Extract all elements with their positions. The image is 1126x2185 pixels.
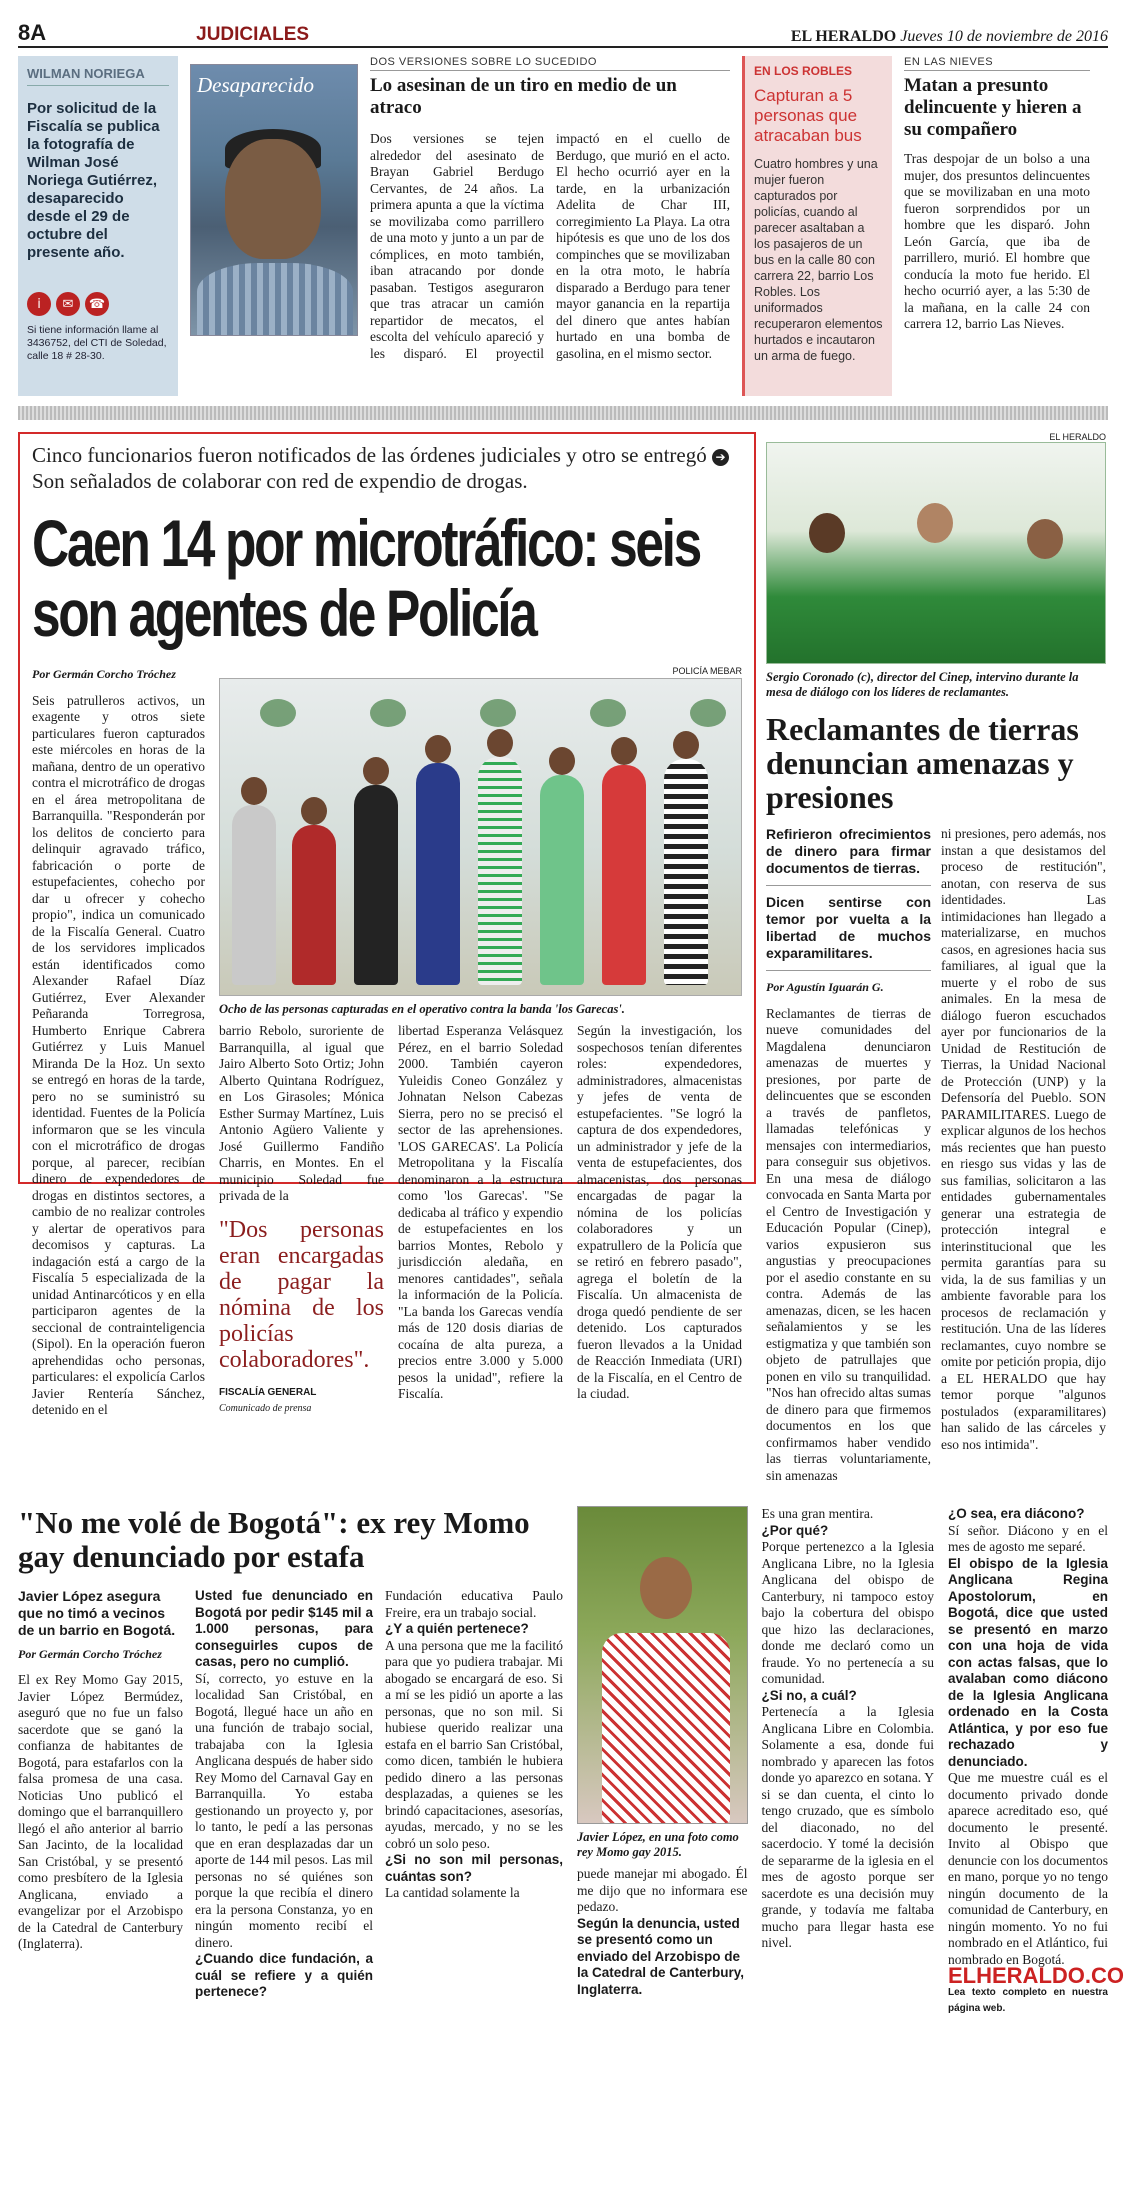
tierras-photo-credit: EL HERALDO xyxy=(1049,432,1106,442)
photo-caption: Ocho de las personas capturadas en el operativo contra la banda 'los Garecas'. xyxy=(219,1002,625,1016)
section-title: JUDICIALES xyxy=(196,24,310,45)
versions-body: Dos versiones se tejen alrededor del asesinato de Brayan Gabriel Berdugo Cervantes, de 24 años. La primera apunta a que la víctima se movilizaba como parrillero de una moto y junto a un par de cómplices, en moto también, iban atracando por donde pasaban. Testigos aseguraron que tras atracar un camión repartidor de mecatos, el escolta del vehículo apareció y les disparó. El proyectil impactó en el cuello de Berdugo, que murió en el acto. El hecho ocurrió ayer en la tarde, en la urbanización Adelita de Char III, corregimiento La Playa. La otra hipótesis es que uno de los dos compinches que se movilizaban en la otra moto, le habría disparado a Berdugo para tener mayor ganancia en la repartija del dinero que antes habían hurtado en una bomba de gasolina, en el mismo sector. xyxy=(370,131,730,361)
q4: ¿Si no son mil personas, cuántas son? xyxy=(385,1852,563,1884)
detainee-figure xyxy=(664,759,708,985)
momo-byline: Por Germán Corcho Tróchez xyxy=(18,1647,162,1661)
main-byline: Por Germán Corcho Tróchez xyxy=(32,667,176,681)
momo-col1 xyxy=(18,1574,183,2001)
website-promo[interactable]: ELHERALDO.CO xyxy=(948,1963,1124,1988)
q3: ¿Y a quién pertenece? xyxy=(385,1621,529,1636)
pull-quote: "Dos personas eran encargadas de pagar la nómina de los policías colaboradores". xyxy=(219,1216,384,1373)
panelist-head xyxy=(1027,519,1063,559)
tierras-columns xyxy=(766,826,1106,1484)
main-left-text: Seis patrulleros activos, un exagente y otros siete particulares fueron capturados este miércoles en horas de la mañana, dentro de un operativo contra el microtráfico de drogas en el área metropolitana de Barranquilla. "Responderán por los delitos de concierto para delinquir agravado tráfico, fabricación o porte de estupefacientes, cohecho por dar u ofrecer y cohecho propio", indica un comunicado de la Fiscalía General. Cuatro de los servidores implicados están identificados como Alexander Rafael Díaz Gutiérrez, Ever Alexander Peñaranda Torregrosa, Humberto Enrique Cabrera Gutiérrez y Luis Manuel Miranda De la Hoz. Un sexto se entregó en horas de la tarde, pero no se suministró su identidad. Fuentes de la Policía informaron que se les vincula con el microtráfico de drogas porque, al parecer, recibían dinero de expendedores de drogas en distintos sectores, a cambio de no realizar controles y alertar de operativos para decomisos y capturas. La indagación está a cargo de la Fiscalía 5 especializada de la unidad Antinarcóticos y en ella participaron agentes de la seccional de contrainteligencia (Sipol). En la operación fueron aprehendidas ocho personas, particulares: el expolicía Carlos Javier Rentería Sánchez, detenido en el xyxy=(32,692,205,1417)
momo-caption: Javier López, en una foto como rey Momo gay 2015. xyxy=(577,1830,739,1859)
detainees-photo xyxy=(219,678,742,996)
photo-credit: POLICÍA MEBAR xyxy=(672,666,742,676)
nieves-body: Tras despojar de un bolso a una mujer, dos presuntos delincuentes que se movilizaban en una moto fueron sorprendidos por un hombre que les disparó. John León García, que iba de parrillero, murió. El hombre que conducía la moto fue herido. El hecho ocurrió ayer, a las 5:30 de la mañana, en la calle 24 con carrera 12, barrio Las Nieves. xyxy=(904,151,1090,331)
q1: Usted fue denunciado en Bogotá por pedir $145 mil a 1.000 personas, para conseguirles cupos de casas, pero no cumplió. xyxy=(195,1588,373,1669)
tierras-byline: Por Agustín Iguarán G. xyxy=(766,980,884,994)
versions-headline: Lo asesinan de un tiro en medio de un atraco xyxy=(370,75,677,118)
quote-source-note: Comunicado de prensa xyxy=(219,1403,312,1414)
a9: Que me muestre cuál es el documento privado donde aparece acreditado eso, qué documento le presenté. Invito al Obispo que denuncie con los documentos en mano, porque yo no tengo ningún documento de la comunidad de Canterbury, en ningún momento. Yo no fui nombrado en el Atlántico, fui nombrado en Bogotá. xyxy=(948,1770,1108,1967)
versions-article xyxy=(370,56,730,396)
momo-text1: El ex Rey Momo Gay 2015, Javier López Bermúdez, aseguró que no fue un falso sacerdote que se ganó la confianza de habitantes de Bogotá, para estafarlos con la falsa promesa de una casa. Noticias Uno publicó el domingo que el barranquillero llegó el año anterior al barrio San Jacinto, de la localidad San Cristóbal, y se presentó como presbítero de la Iglesia Anglicana, enviado a evangelizar por el Arzobispo de la Catedral de Canterbury (Inglaterra). xyxy=(18,1672,183,1951)
main-text-columns xyxy=(219,1023,742,1418)
contact-icons xyxy=(27,292,169,316)
a2: Fundación educativa Paulo Freire, era un trabajo social. xyxy=(385,1588,563,1620)
detainee-head xyxy=(549,747,575,775)
issue-date: Jueves 10 de noviembre de 2016 xyxy=(900,28,1108,45)
missing-text: Por solicitud de la Fiscalía se publica la fotografía de Wilman José Noriega Gutiérrez, desaparecido desde el 29 de octubre del presente año. xyxy=(27,100,160,261)
mail-icon: ✉ xyxy=(56,292,80,316)
detainee-figure xyxy=(416,763,460,985)
photo-tag: Desaparecido xyxy=(197,73,315,97)
detainee-head xyxy=(673,731,699,759)
detainee-head xyxy=(241,777,267,805)
a8: Sí señor. Diácono y en el mes de agosto me separé. xyxy=(948,1522,1108,1554)
detainee-head xyxy=(363,757,389,785)
a5: Es una gran mentira. xyxy=(761,1506,874,1521)
momo-left xyxy=(18,1506,563,2018)
detainee-figure xyxy=(540,775,584,985)
main-sub1: Cinco funcionarios fueron notificados de las órdenes judiciales y otro se entregó xyxy=(32,443,707,467)
backdrop-logo xyxy=(260,699,296,727)
versions-kicker: DOS VERSIONES SOBRE LO SUCEDIDO xyxy=(370,56,730,71)
a6: Porque pertenezco a la Iglesia Anglicana Libre, no la Iglesia Anglicana del obispo de Canterbury, ni tampoco estoy bajo la cobertura del obispo que hizo las declaraciones, donde me declaró como un fraude. Yo no pertenecía a su comunidad. xyxy=(761,1539,934,1686)
q6: ¿Por qué? xyxy=(761,1522,829,1538)
panelist-head xyxy=(809,513,845,553)
publication-info xyxy=(791,28,1108,46)
detainee-head xyxy=(611,737,637,765)
robles-body: Cuatro hombres y una mujer fueron capturados por policías, cuando al parecer asaltaban a los pasajeros de un bus en la calle 80 con carrera 22, barrio Los Robles. Los uniformados recuperaron elementos hurtados e incautaron un arma de fuego. xyxy=(754,157,883,363)
momo-col3 xyxy=(385,1588,563,2001)
a7: Pertenecía a la Iglesia Anglicana Libre en Colombia. Solamente a esa, donde fui nombrado y aparecen las fotos donde yo aparezco en sotana. Y si se dan cuenta, el cinto lo tengo cruzado, que es símbolo del diaconado, no del sacerdocio. Y tomé la decisión de separarme de la iglesia en el mes de agosto porque ser sacerdote es una decisión muy grande, y todavía me faltaba mucho para llegar hasta ese nivel. xyxy=(761,1704,934,1950)
momo-col6 xyxy=(948,1506,1124,2018)
momo-photo-col xyxy=(577,1506,748,2018)
top-briefs xyxy=(18,56,1108,396)
main-photo-column xyxy=(219,666,742,1419)
a4: La cantidad solamente la xyxy=(385,1885,520,1900)
phone-icon: ☎ xyxy=(85,292,109,316)
photo-shirt xyxy=(197,263,353,335)
detainee-head xyxy=(487,729,513,757)
backdrop-logo xyxy=(690,699,726,727)
tierras-headline: Reclamantes de tierras denuncian amenazas y presiones xyxy=(766,711,1079,815)
a1: Sí, correcto, yo estuve en la localidad San Cristóbal, en Bogotá, llegué hace un año en una función de trabajo social, trabajaba con la Iglesia Anglicana después de haber sido Rey Momo del Carnaval Gay en Barranquilla. Yo estaba gestionando un proyecto y, por lo tanto, le pedí a las personas que en eran desplazadas dar un aporte de 144 mil pesos. Las mil personas no sé quiénes son porque la que recibía el dinero era la persona Constanza, yo en ningún momento recibí el dinero. xyxy=(195,1670,373,1950)
main-left-column xyxy=(32,666,205,1419)
robles-kicker: EN LOS ROBLES xyxy=(754,64,853,78)
middle-section xyxy=(18,432,1108,1484)
tierras-caption: Sergio Coronado (c), director del Cinep, intervino durante la mesa de diálogo con los líderes de reclamantes. xyxy=(766,670,1079,699)
nieves-kicker: EN LAS NIEVES xyxy=(904,56,1090,71)
backdrop-logo xyxy=(480,699,516,727)
main-col2: libertad Esperanza Velásquez Pérez, en el barrio Soledad 2000. También cayeron Yuleidis Coneo González y Johnatan Nelson Cabezas Sierra, pero no se precisó el sector de las aprehensiones. 'LOS GARECAS'. La Policía Metropolitana y la Fiscalía denominaron a la estructura como 'los Garecas'. "Se dedicaba al tráfico y expendio de estupefacientes en los barrios Montes, Rebolo y jurisdicción aledaña, en menores cantidades", señala la información de la Policía. "La banda los Garecas vendía más de 120 dosis diarias de cocaína de alta pureza, a precios entre 3.000 y 5.000 pesos la unidad", refiere la Fiscalía. xyxy=(398,1023,563,1401)
main-subheadline xyxy=(32,442,742,494)
quote-source: FISCALÍA GENERAL xyxy=(219,1386,317,1398)
tierras-article xyxy=(766,432,1106,1484)
main-col3: Según la investigación, los sospechosos tenían diferentes roles: expendedores, administradores, almacenistas y jefes de venta de estupefacientes. "Se logró la captura de dos expendedores, un administrador y jefe de la venta de estupefacientes, dos almacenistas, dos personas encargadas de pagar la nómina de los policías colaboradores y un expatrullero de la Policía que se retiró en febrero pasado", agrega el boletín de la Fiscalía. Un almacenista de droga quedó pendiente de ser detenido. Los capturados fueron llevados a la Unidad de Reacción Inmediata (URI) de la Fiscalía, en el Centro de la ciudad. xyxy=(577,1023,742,1401)
q7: ¿Si no, a cuál? xyxy=(761,1687,857,1703)
tierras-text1: Reclamantes de tierras de nueve comunidades del Magdalena denunciaron amenazas de muertes y presiones, por parte de delincuentes que se esconden a través de panfletos, llamadas telefónicas y mensajes con intermediarios, para conseguir sus objetivos. En una mesa de diálogo convocada en Santa Marta por el Centro de Investigación y Educación Popular (Cinep), varios expusieron sus angustias y preocupaciones por el asedio constante en su contra. Además de las amenazas, dicen, se les hacen señalamientos y se les estigmatiza y que también son objeto de patrullajes que ponen en vilo su tranquilidad. "Nos han ofrecido altas sumas de dinero para que firmemos documentos en los que confirmamos haber vendido las tierras voluntariamente, sin amenazas xyxy=(766,1005,931,1483)
q8: ¿O sea, era diácono? xyxy=(948,1506,1085,1521)
momo-photo xyxy=(577,1506,748,1824)
missing-contact-info: Si tiene información llame al 3436752, del CTI de Soledad, calle 18 # 28-30. xyxy=(27,324,167,362)
momo-col5 xyxy=(762,1506,934,2018)
tierras-dek1: Refirieron ofrecimientos de dinero para firmar documentos de tierras. xyxy=(766,826,931,886)
detainee-head xyxy=(425,735,451,763)
robles-headline: Capturan a 5 personas que atracaban bus xyxy=(754,86,862,145)
panelist-head xyxy=(917,503,953,543)
momo-text-c3: puede manejar mi abogado. Él me dijo que no informara ese pedazo. xyxy=(577,1866,748,1914)
nieves-headline: Matan a presunto delincuente y hieren a su compañero xyxy=(904,75,1082,140)
main-story-box xyxy=(18,432,756,1417)
missing-person-box xyxy=(18,56,178,396)
momo-col2 xyxy=(195,1588,373,2001)
website-promo-text: Lea texto completo en nuestra página web. xyxy=(948,1986,1108,2014)
page-header xyxy=(18,12,1108,48)
detainee-head xyxy=(301,797,327,825)
main-col1: barrio Rebolo, suroriente de Barranquilla, al igual que Jairo Alberto Soto Ortiz; John Alberto Quintana Rodríguez, en Los Girasoles; Mónica Esther Surmay Martínez, Luis Antonio Agüero Valiente y José Guillermo Fandiño Charris, en Montes. En el municipio Soledad fue privada de la xyxy=(219,1023,384,1203)
q2: ¿Cuando dice fundación, a cuál se refiere y a quién pertenece? xyxy=(195,1951,373,1999)
q5: Según la denuncia, usted se presentó como un enviado del Arzobispo de la Catedral de Canterbury, Inglaterra. xyxy=(577,1915,745,1997)
detainee-figure xyxy=(478,757,522,985)
tierras-dek2: Dicen sentirse con temor por vuelta a la libertad de muchos exparamilitares. xyxy=(766,894,931,971)
divider-bar xyxy=(18,406,1108,420)
nieves-article xyxy=(904,56,1090,396)
main-headline: Caen 14 por microtráfico: seis son agentes de Policía xyxy=(32,506,700,650)
detainee-figure xyxy=(232,805,276,985)
main-sub2: Son señalados de colaborar con red de expendio de drogas. xyxy=(32,469,528,493)
tierras-photo xyxy=(766,442,1106,664)
info-icon: i xyxy=(27,292,51,316)
paper-name: EL HERALDO xyxy=(790,28,897,45)
tierras-col1 xyxy=(766,826,931,1484)
backdrop-logo xyxy=(590,699,626,727)
detainee-figure xyxy=(292,825,336,985)
q9: El obispo de la Iglesia Anglicana Regina Apostolorum, en Bogotá, dice que usted se presentó en marzo con una hoja de vida con actas falsas, que lo avalaban como diácono de la Iglesia Anglicana ordenado en la Costa Atlántica, y por eso fue rechazado y denunciado. xyxy=(948,1555,1108,1769)
arrow-icon: ➔ xyxy=(712,449,729,466)
momo-head xyxy=(640,1557,692,1619)
robles-box xyxy=(742,56,892,396)
momo-figure xyxy=(602,1633,730,1823)
momo-dek: Javier López asegura que no timó a vecinos de un barrio en Bogotá. xyxy=(18,1588,176,1638)
main-body-row xyxy=(32,666,742,1419)
momo-headline: "No me volé de Bogotá": ex rey Momo gay denunciado por estafa xyxy=(18,1505,530,1574)
detainee-figure xyxy=(602,765,646,985)
page-number: 8A xyxy=(18,20,47,45)
momo-article xyxy=(18,1505,1124,2018)
a3: A una persona que me la facilitó para que yo pudiera trabajar. Mi abogado se encargará de eso. Si a mí se les pidió un aporte a las personas, que no son mil. Si hubiese querido realizar una estafa en el barrio San Cristóbal, como dicen, también le hubiera pedido dinero a las personas desplazadas, a quienes se les brindó capacitaciones, asesorías, ayudas, mercado, y no se les cobró un solo peso. xyxy=(385,1637,563,1851)
backdrop-logo xyxy=(370,699,406,727)
tierras-col2: ni presiones, pero además, nos instan a que desistamos del proceso de restitución", anotan, con reserva de sus identidades. Las intimidaciones han llegado a materializarse, en muchos casos, en agresiones hacia sus familiares, al igual que la muerte y el robo de sus animales. En la mesa de diálogo fueron escuchados ayer por funcionarios de la Unidad de Restitución de Tierras, la Unidad Nacional de Protección (UNP) y la Defensoría del Pueblo. SON PARAMILITARES. Luego de explicar algunos de los hechos más recientes que han puesto en riesgo sus vidas y las de sus familias, solicitaron a las entidades gubernamentales generar una estrategia de protección integral e interinstitucional que les permita garantías para su vida, la de sus familias y un ambiente favorable para los procesos de reclamación y restitución. Una de las líderes reclamantes, cuyo nombre se omite por petición propia, dijo a EL HERALDO que hay temor porque "algunos postulados (exparamilitares) han salido de las cárceles y eso nos intimida". xyxy=(941,826,1106,1452)
photo-face xyxy=(225,139,321,259)
missing-person-photo xyxy=(190,64,358,336)
momo-cols xyxy=(18,1574,563,2001)
missing-name: WILMAN NORIEGA xyxy=(27,66,169,86)
detainee-figure xyxy=(354,785,398,985)
